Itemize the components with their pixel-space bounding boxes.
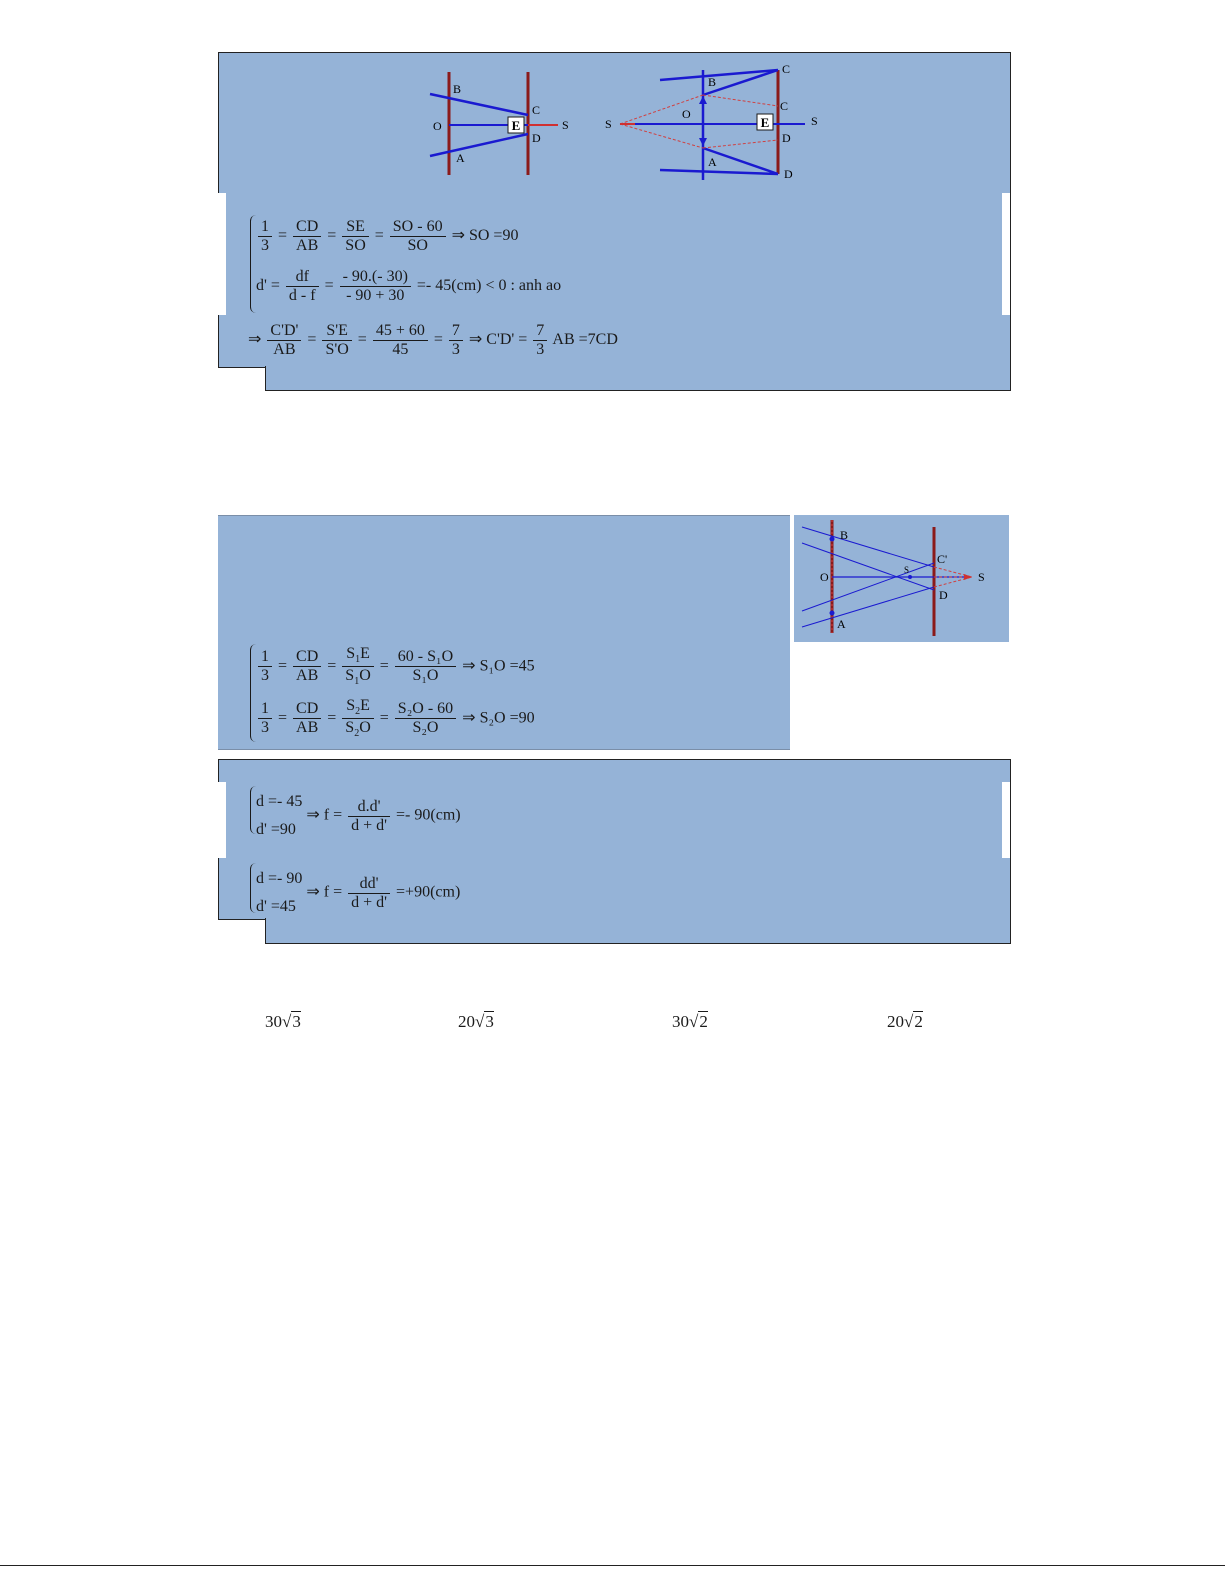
svg-text:B: B <box>453 82 462 96</box>
svg-text:S: S <box>562 118 569 132</box>
answer-option-c: 30√2 <box>672 1012 708 1031</box>
answer-option-a: 30√3 <box>265 1012 301 1031</box>
svg-text:C': C' <box>937 552 948 566</box>
svg-text:C: C <box>532 103 541 117</box>
svg-text:B: B <box>708 75 717 89</box>
panel-3-right-gap <box>1002 782 1010 858</box>
equation-2-1: $\frac{1}{3}$ = $\frac{CD}{AB}$ = $\frac{S_1E}{S_1O}$ = $\frac{\text{60 - S₁O}}{\text{S₁O}}$ ⇒ S₁O =45 <box>256 645 535 688</box>
svg-text:A: A <box>708 155 717 169</box>
svg-text:O: O <box>820 570 829 584</box>
page-bottom-rule <box>0 1565 1225 1566</box>
svg-text:S: S <box>605 117 612 131</box>
svg-text:S: S <box>978 570 985 584</box>
svg-text:A: A <box>837 617 846 631</box>
lens-diagram-2 <box>794 515 1009 642</box>
lens-diagram-1 <box>420 60 840 190</box>
panel-3-left-gap <box>218 782 226 858</box>
solution-panel-1-footer <box>265 366 1011 391</box>
equation-1-1: $\frac{1}{3}$ = $\frac{CD}{AB}$ = $\frac{SE}{SO}$ = $\frac{SO - 60}{SO}$ ⇒ SO =90 <box>256 218 518 255</box>
equation-1-3: ⇒ $\frac{C'D'}{AB}$ = $\frac{S'E}{S'O}$ = $\frac{45 + 60}{45}$ = $\frac{7}{3}$ ⇒ C'D' = $\frac{7}{3}$ AB =7CD <box>248 322 618 358</box>
equation-2-2: $\frac{1}{3}$ = $\frac{CD}{AB}$ = $\frac{S_2E}{S_2O}$ = $\frac{\text{S₂O - 60}}{\text{S₂O}}$ ⇒ S₂O =90 <box>256 697 535 740</box>
label-E: E <box>511 118 521 133</box>
svg-text:D: D <box>784 167 793 181</box>
svg-text:S: S <box>904 565 910 575</box>
svg-text:B: B <box>840 528 849 542</box>
panel-1-right-gap <box>1002 193 1010 315</box>
panel-1-left-gap <box>218 193 226 315</box>
svg-text:A: A <box>456 151 465 165</box>
svg-text:O: O <box>433 119 442 133</box>
svg-text:D: D <box>532 131 541 145</box>
equation-1-2: d' = $\frac{df}{d - f}$ = $\frac{- 90.(- 30)}{- 90 + 30}$ =- 45(cm) < 0 : anh ao <box>256 268 562 304</box>
system-3-2: d =- 90 d' =45 ⇒ f = $\frac{dd'}{d + d'}$ =+90(cm) <box>256 870 461 915</box>
svg-text:S: S <box>811 114 818 128</box>
svg-text:C: C <box>780 99 789 113</box>
svg-text:C: C <box>782 62 791 76</box>
svg-text:D: D <box>782 131 791 145</box>
svg-text:E: E <box>760 115 770 130</box>
answer-option-d: 20√2 <box>887 1012 923 1031</box>
svg-text:O: O <box>682 107 691 121</box>
solution-panel-3-footer <box>265 918 1011 944</box>
svg-text:D: D <box>939 588 948 602</box>
answer-option-b: 20√3 <box>458 1012 494 1031</box>
system-3-1: d =- 45 d' =90 ⇒ f = $\frac{d.d'}{d + d'}$ =- 90(cm) <box>256 793 461 838</box>
